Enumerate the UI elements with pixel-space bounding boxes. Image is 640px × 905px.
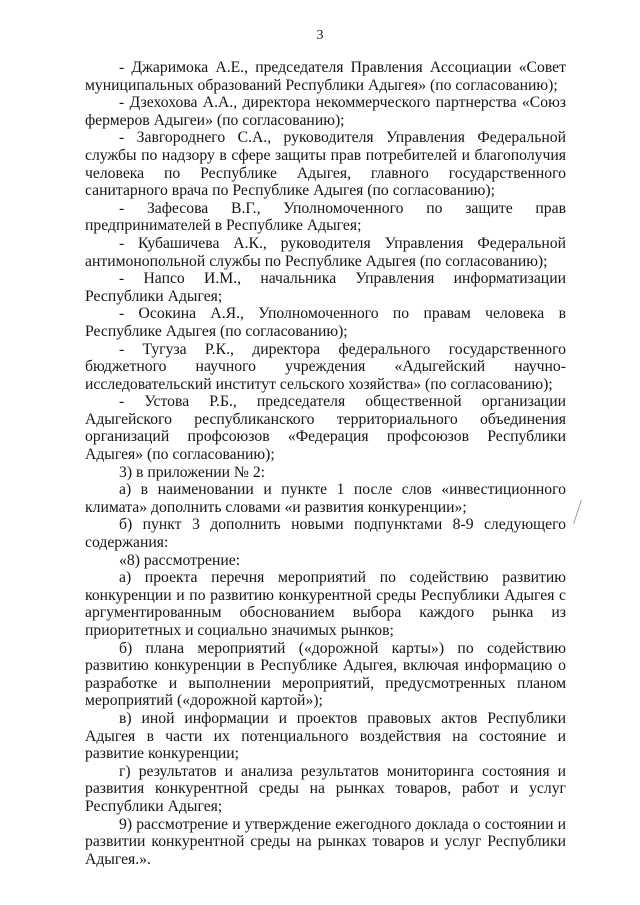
page-number: 3: [316, 28, 324, 43]
paragraph-kubashicheva: - Кубашичева А.К., руководителя Управления Федеральной антимонопольной службы по Республике Адыгея (по согласованию);: [85, 234, 566, 270]
paragraph-tuguza: - Тугуза Р.К., директора федерального государственного бюджетного научного учреждения «Адыгейский научно-исследовательский институт сельского хозяйства» (по согласованию);: [85, 340, 566, 393]
paragraph-appendix-2: 3) в приложении № 2:: [119, 463, 266, 481]
paragraph-item-b: б) пункт 3 дополнить новыми подпунктами 8-9 следующего содержания:: [85, 516, 566, 552]
paragraph-item-a: а) в наименовании и пункте 1 после слов «инвестиционного климата» дополнить словами «и развития конкуренции»;: [85, 481, 566, 516]
paragraph-osokina: - Осокина А.Я., Уполномоченного по правам человека в Республике Адыгея (по согласованию);: [85, 305, 566, 340]
paragraph-ustova: - Устова Р.Б., председателя общественной организации Адыгейского республиканского территориального объединения организаций профсоюзов «Федерация профсоюзов Республики Адыгея» (по согласованию);: [85, 393, 566, 464]
document-body: [85, 59, 566, 868]
paragraph-zavgorodnego: - Завгороднего С.А., руководителя Управления Федеральной службы по надзору в сфере защиты прав потребителей и благополучия человека по Республике Адыгея, главного государственного санитарного врача по Республике Адыгея (по согласованию);: [85, 129, 566, 200]
paragraph-zafesova: - Зафесова В.Г., Уполномоченного по защите прав предпринимателей в Республике Адыгея;: [85, 199, 566, 235]
paragraph-subitem-9: 9) рассмотрение и утверждение ежегодного доклада о состоянии и развитии конкурентной среды на рынках товаров и услуг Республики Адыгея.».: [85, 815, 566, 868]
paragraph-subitem-8: «8) рассмотрение:: [119, 551, 241, 569]
paragraph-dzharimoka: - Джаримока А.Е., председателя Правления Ассоциации «Совет муниципальных образований Республики Адыгея» (по согласованию);: [85, 59, 566, 94]
margin-pen-mark: [573, 500, 586, 524]
paragraph-subitem-8g: г) результатов и анализа результатов мониторинга состояния и развития конкурентной среды на рынках товаров, работ и услуг Республики Адыгея;: [85, 762, 566, 815]
paragraph-napso: - Напсо И.М., начальника Управления информатизации Республики Адыгея;: [85, 270, 566, 305]
paragraph-dzekhokhova: - Дзехохова А.А., директора некоммерческого партнерства «Союз фермеров Адыгеи» (по согласованию);: [85, 94, 566, 129]
paragraph-subitem-8v: в) иной информации и проектов правовых актов Республики Адыгея в части их потенциального воздействия на состояние и развитие конкуренции;: [85, 709, 566, 763]
paragraph-subitem-8b: б) плана мероприятий («дорожной карты») по содействию развитию конкуренции в Республике Адыгея, включая информацию о разработке и выполнении мероприятий, предусмотренных планом мероприятий («дорожной картой»);: [85, 639, 566, 710]
paragraph-subitem-8a: а) проекта перечня мероприятий по содействию развитию конкуренции и по развитию конкурентной среды Республики Адыгея с аргументированным обоснованием выбора каждого рынка из приоритетных и социально значимых рынков;: [85, 569, 566, 639]
